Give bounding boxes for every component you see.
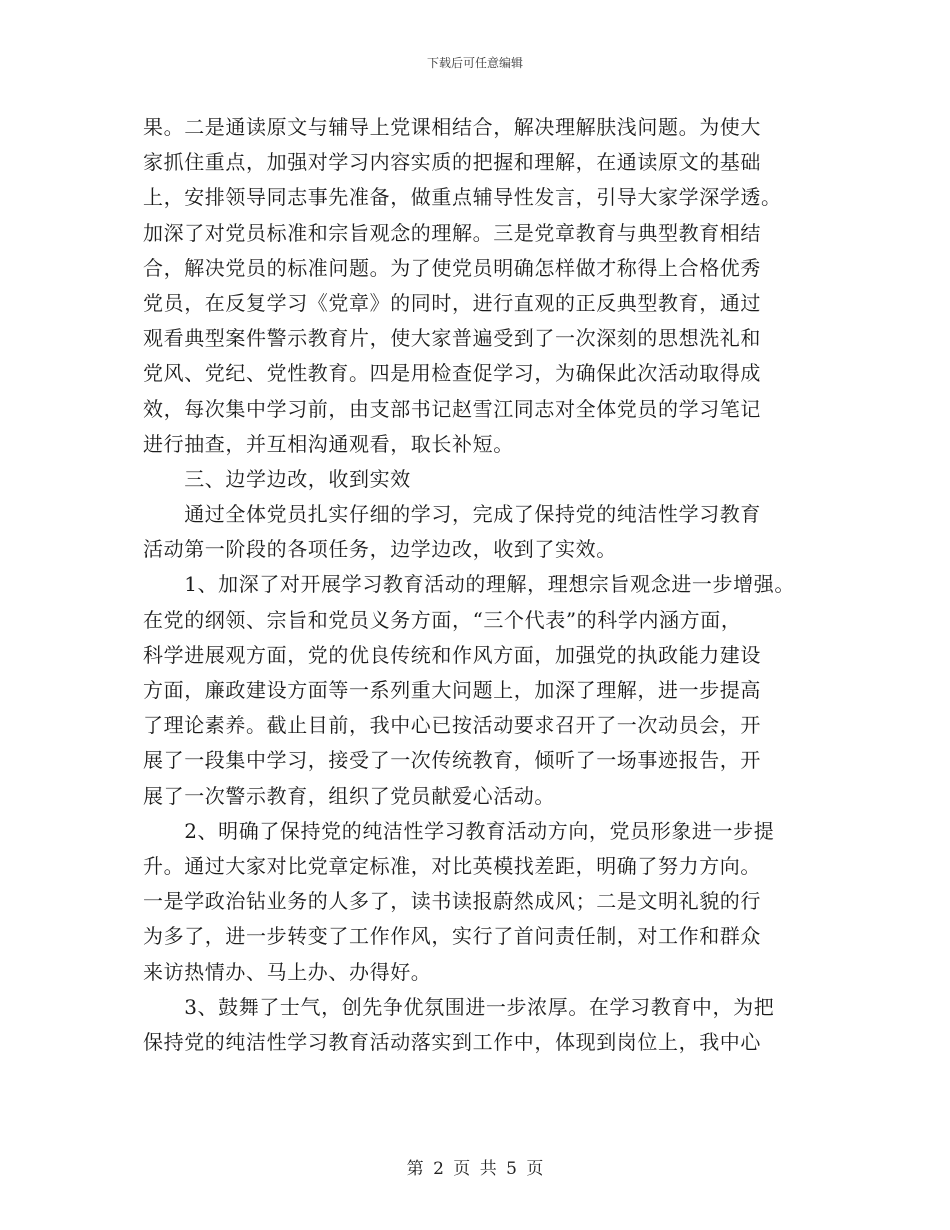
text-line: 科学进展观方面，党的优良传统和作风方面，加强党的执政能力建设 — [143, 642, 761, 667]
text-line: 家抓住重点，加强对学习内容实质的把握和理解，在通读原文的基础 — [143, 150, 761, 175]
text-line: 在党的纲领、宗旨和党员义务方面，“三个代表”的科学内涵方面， — [143, 607, 742, 632]
text-line: 活动第一阶段的各项任务，边学边改，收到了实效。 — [143, 537, 617, 562]
text-line: 效，每次集中学习前，由支部书记赵雪江同志对全体党员的学习笔记 — [143, 396, 761, 421]
text-line: 一是学政治钻业务的人多了，读书读报蔚然成风；二是文明礼貌的行 — [143, 889, 761, 914]
text-line: 了理论素养。截止目前，我中心已按活动要求召开了一次动员会，开 — [143, 713, 761, 738]
text-line: 3、鼓舞了士气，创先争优氛围进一步浓厚。在学习教育中，为把 — [143, 994, 775, 1019]
text-line: 来访热情办、马上办、办得好。 — [143, 959, 432, 984]
text-line: 进行抽查，并互相沟通观看，取长补短。 — [143, 431, 514, 456]
text-line: 上，安排领导同志事先准备，做重点辅导性发言，引导大家学深学透。 — [143, 185, 782, 210]
page-footer: 第 2 页 共 5 页 — [406, 1159, 544, 1179]
text-line: 为多了，进一步转变了工作作风，实行了首问责任制，对工作和群众 — [143, 924, 761, 949]
text-line: 展了一次警示教育，组织了党员献爱心活动。 — [143, 783, 555, 808]
text-line: 展了一段集中学习，接受了一次传统教育，倾听了一场事迹报告，开 — [143, 748, 761, 773]
text-line: 党风、党纪、党性教育。四是用检查促学习，为确保此次活动取得成 — [143, 361, 761, 386]
text-line: 合，解决党员的标准问题。为了使党员明确怎样做才称得上合格优秀 — [143, 255, 761, 280]
text-line: 升。通过大家对比党章定标准，对比英模找差距，明确了努力方向。 — [143, 853, 761, 878]
text-line: 党员，在反复学习《党章》的同时，进行直观的正反典型教育，通过 — [143, 290, 761, 315]
text-line: 通过全体党员扎实仔细的学习，完成了保持党的纯洁性学习教育 — [143, 502, 761, 527]
document-body — [143, 110, 823, 1060]
page-header: 下载后可任意编辑 — [426, 56, 523, 70]
text-line: 观看典型案件警示教育片，使大家普遍受到了一次深刻的思想洗礼和 — [143, 326, 761, 351]
text-line: 果。二是通读原文与辅导上党课相结合，解决理解肤浅问题。为使大 — [143, 115, 761, 139]
text-line: 保持党的纯洁性学习教育活动落实到工作中，体现到岗位上，我中心 — [143, 1029, 761, 1054]
text-line: 1、加深了对开展学习教育活动的理解，理想宗旨观念进一步增强。 — [143, 572, 795, 597]
text-line: 方面，廉政建设方面等一系列重大问题上，加深了理解，进一步提高 — [143, 678, 761, 702]
text-line: 三、边学边改，收到实效 — [143, 466, 411, 491]
text-line: 2、明确了保持党的纯洁性学习教育活动方向，党员形象进一步提 — [143, 818, 775, 843]
text-line: 加深了对党员标准和宗旨观念的理解。三是党章教育与典型教育相结 — [143, 220, 761, 245]
